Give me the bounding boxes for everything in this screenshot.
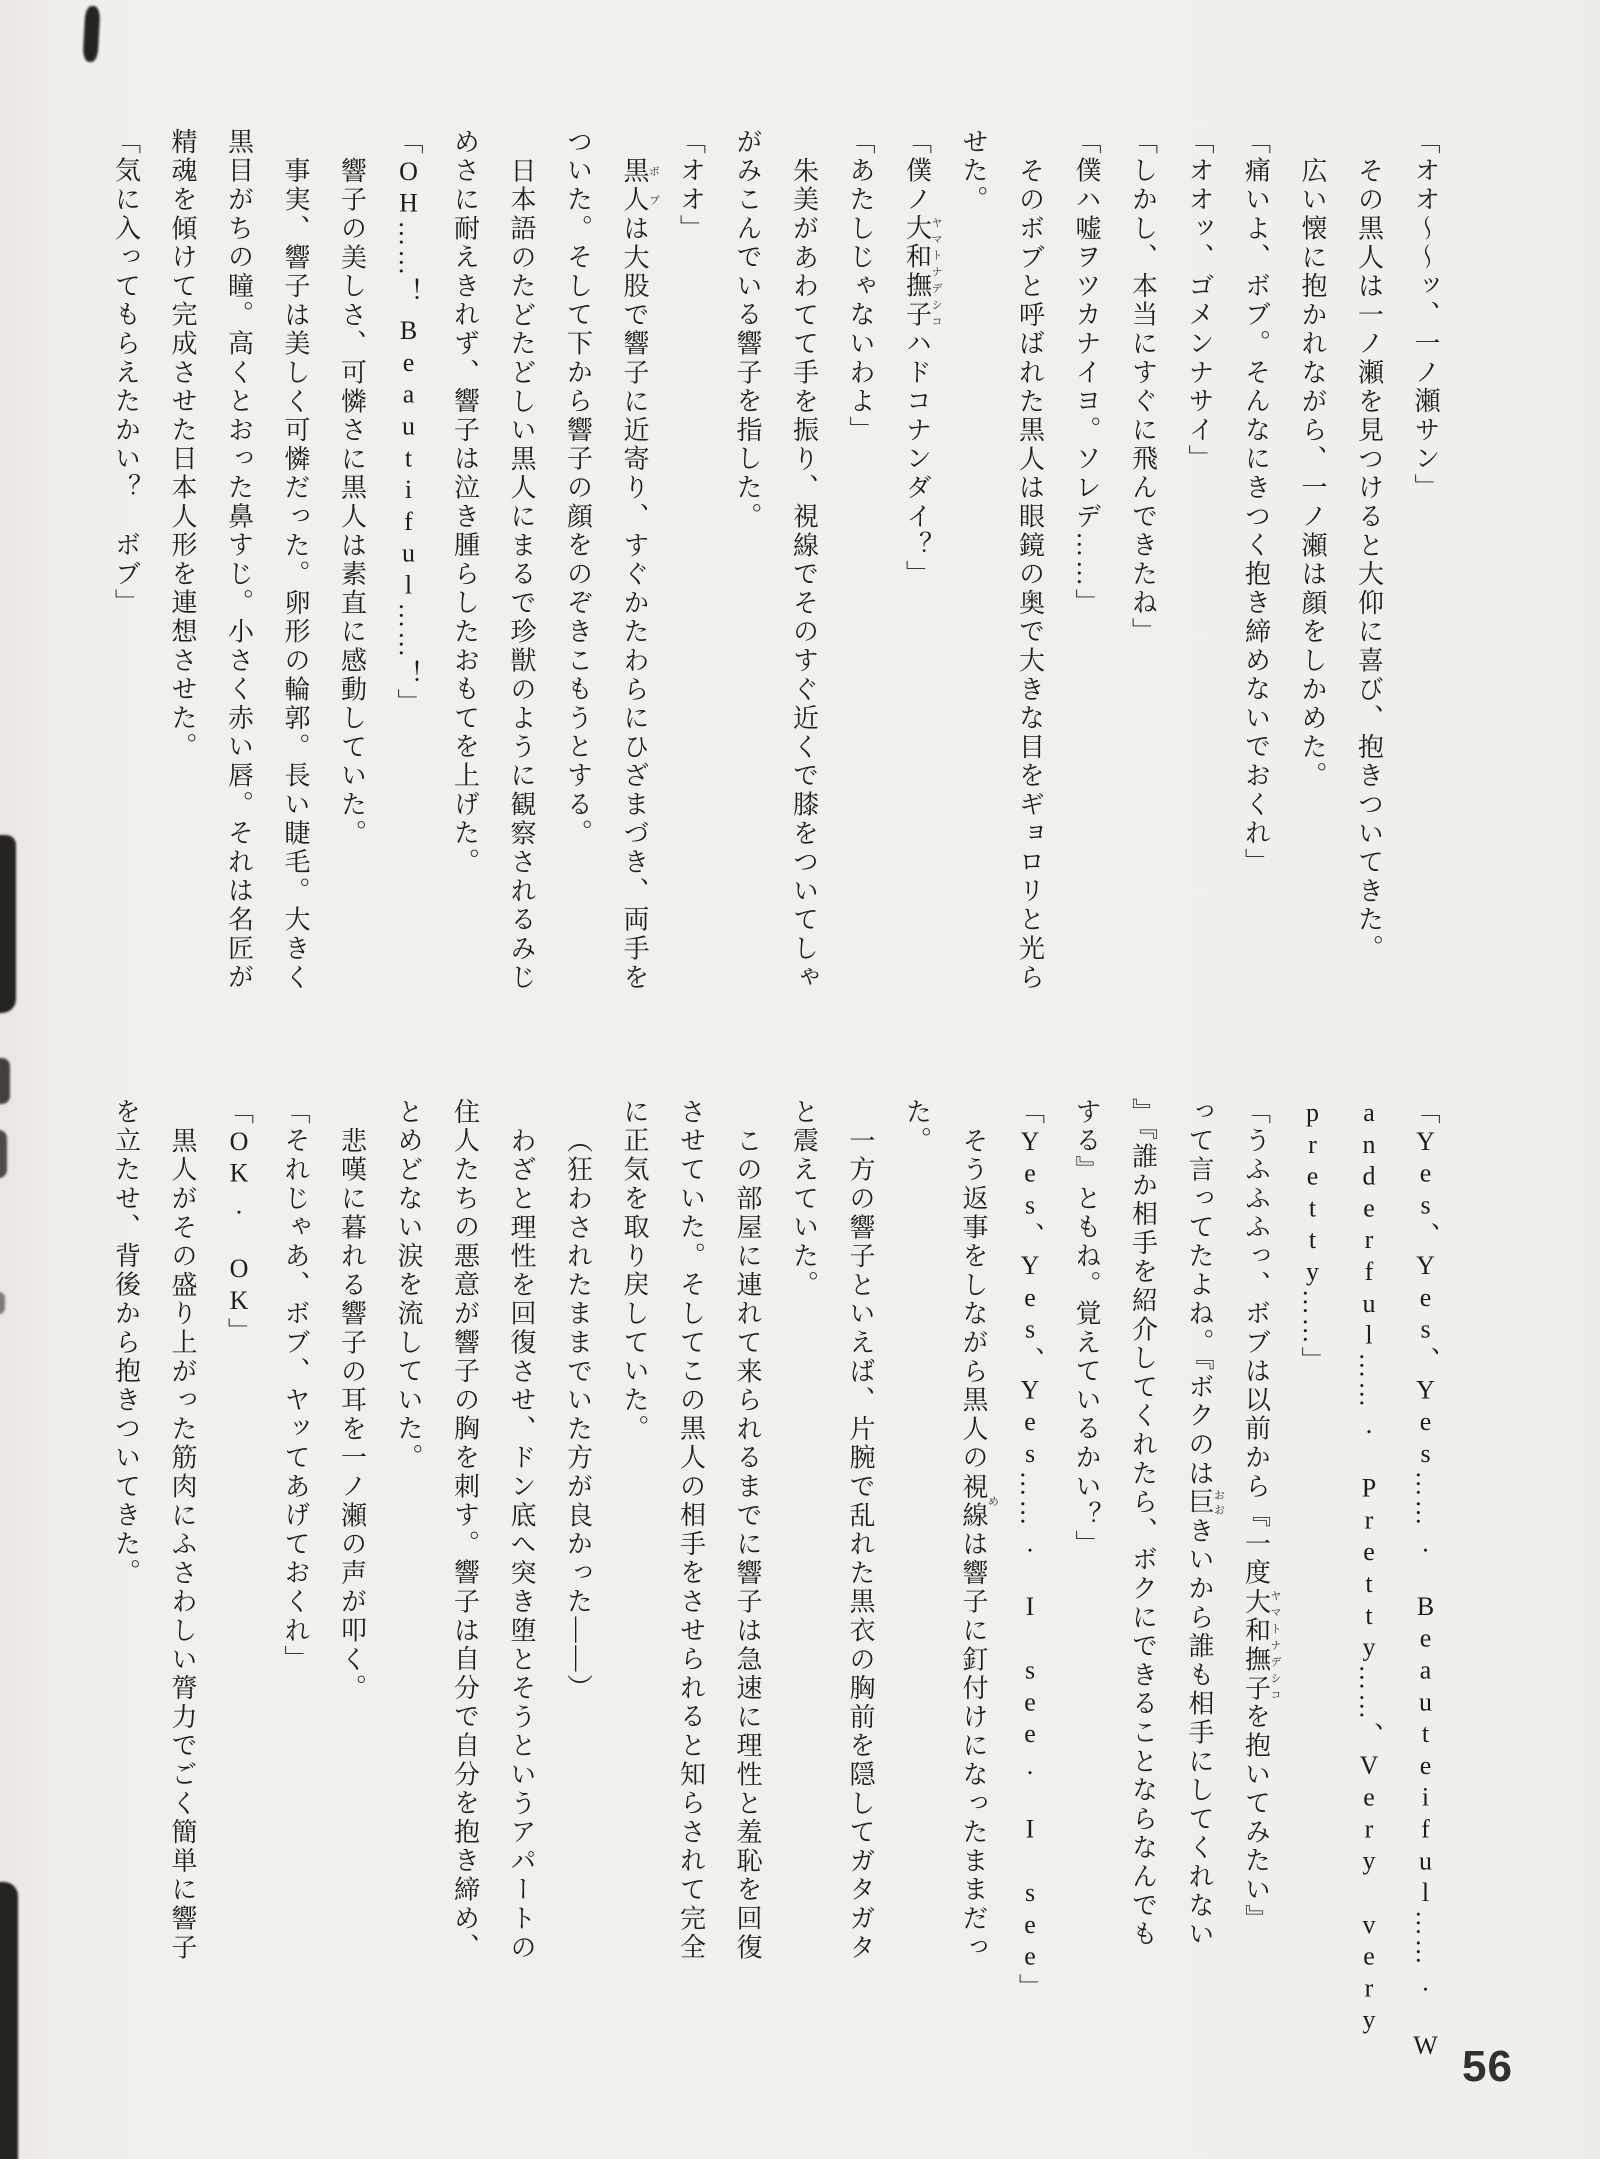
text-column: 朱美があわてて手を振り、視線でそのすぐ近くで膝をついてしゃ	[789, 157, 819, 993]
text-column: ついた。そして下から響子の顔をのぞきこもうとする。	[563, 128, 593, 848]
text-column: anderful……. Pretty……、Very very	[1354, 1098, 1384, 2038]
text-column: 「僕ハ嘘ヲツカナイヨ。ソレデ……」	[1072, 128, 1101, 618]
text-column: 日本語のたどたどしい黒人にまるで珍獣のように観察されるみじ	[507, 157, 536, 993]
text-column: 事実、響子は美しく可憐だった。卵形の輪郭。長い睫毛。大きく	[281, 157, 310, 993]
text-column: に正気を取り戻していた。	[620, 1098, 649, 1444]
text-column: 「OK. OK」	[224, 1098, 254, 1347]
text-column: 響子の美しさ、可憐さに黒人は素直に感動していた。	[337, 157, 367, 849]
text-column: 』『誰か相手を紹介してくれたら、ボクにできることならなんでも	[1128, 1098, 1158, 1949]
text-column: 「あたしじゃないわよ」	[846, 128, 875, 445]
text-column: と震えていた。	[789, 1098, 819, 1300]
text-column: 広い懐に抱かれながら、一ノ瀬は顔をしかめた。	[1298, 157, 1327, 791]
text-column: 「しかし、本当にすぐに飛んできたね」	[1128, 128, 1158, 647]
scan-artifact	[0, 1058, 10, 1104]
text-column: させていた。そしてこの黒人の相手をさせられると知らされて完全	[676, 1098, 706, 1962]
text-column: 「オオ」	[676, 128, 706, 244]
page-number: 56	[1462, 2042, 1513, 2091]
text-column: を立たせ、背後から抱きついてきた。	[111, 1098, 141, 1588]
text-column: めさに耐えきれず、響子は泣き腫らしたおもてを上げた。	[450, 128, 480, 877]
text-column: 黒目がちの瞳。高くとおった鼻すじ。小さく赤い唇。それは名匠が	[224, 128, 254, 992]
scan-artifact	[0, 1130, 7, 1178]
text-column: 「それじゃあ、ボブ、ヤッてあげておくれ」	[281, 1098, 310, 1674]
text-column: 悲嘆に暮れる響子の耳を一ノ瀬の声が叩く。	[337, 1127, 367, 1703]
text-column: その黒人は一ノ瀬を見つけると大仰に喜び、抱きついてきた。	[1354, 157, 1384, 964]
text-column: た。	[902, 1098, 932, 1156]
text-column: 「うふふふっ、ボブは以前から『一度大和撫子ヤマトナデシコを抱いてみたい』	[1241, 1098, 1281, 1934]
text-column: 「OH……！ Beautiful……！」	[394, 128, 423, 718]
text-column: 「オオ〜〜ッ、一ノ瀬サン」	[1411, 128, 1440, 503]
text-column: 「痛いよ、ボブ。そんなにきつく抱き締めないでおくれ」	[1241, 128, 1271, 877]
text-column: （狂わされたままでいた方が良かった——）	[563, 1127, 593, 1703]
text-section-bottom	[97, 1098, 1453, 2063]
scan-artifact	[83, 6, 101, 63]
text-column: そのボブと呼ばれた黒人は眼鏡の奥で大きな目をギョロリと光ら	[1015, 157, 1045, 993]
text-column: 精魂を傾けて完成させた日本人形を連想させた。	[168, 128, 197, 762]
text-column: がみこんでいる響子を指した。	[733, 128, 762, 532]
text-column: とめどない涙を流していた。	[394, 1098, 423, 1473]
text-column: 黒人ボブは大股で響子に近寄り、すぐかたわらにひざまづき、両手を	[620, 157, 660, 993]
text-column: 一方の響子といえば、片腕で乱れた黒衣の胸前を隠してガタガタ	[846, 1127, 875, 1963]
text-column: pretty……」	[1298, 1098, 1327, 1376]
text-column: わざと理性を回復させ、ドン底へ突き堕とそうというアパートの	[507, 1127, 536, 1963]
text-section-top	[97, 128, 1453, 1018]
text-column: この部屋に連れて来られるまでに響子は急速に理性と羞恥を回復	[733, 1127, 762, 1963]
text-column: 住人たちの悪意が響子の胸を刺す。響子は自分で自分を抱き締め、	[450, 1098, 480, 1962]
text-column: って言ってたよね。『ボクのは巨おおきいから誰も相手にしてくれない	[1185, 1098, 1225, 1950]
text-column: 黒人がその盛り上がった筋肉にふさわしい膂力でごく簡単に響子	[168, 1127, 197, 1963]
scan-artifact	[0, 835, 16, 1013]
text-column: する』ともね。覚えているかい？」	[1072, 1098, 1101, 1559]
text-column: せた。	[959, 128, 988, 215]
text-column: 「僕ノ大和撫子ヤマトナデシコハドコナンダイ？」	[902, 128, 942, 589]
scan-artifact	[0, 1292, 5, 1314]
scan-artifact	[0, 1882, 18, 2159]
text-column: 「オオッ、ゴメンナサイ」	[1185, 128, 1214, 474]
text-column: そう返事をしながら黒人の視線めは響子に釘付けになったままだっ	[959, 1127, 999, 1963]
text-column: 「気に入ってもらえたかい？ ボブ」	[111, 128, 141, 618]
text-column: 「Yes、Yes、Yes……. Beauteiful……. W	[1411, 1098, 1440, 2063]
text-column: 「Yes、Yes、Yes……. I see. I see」	[1015, 1098, 1045, 2003]
